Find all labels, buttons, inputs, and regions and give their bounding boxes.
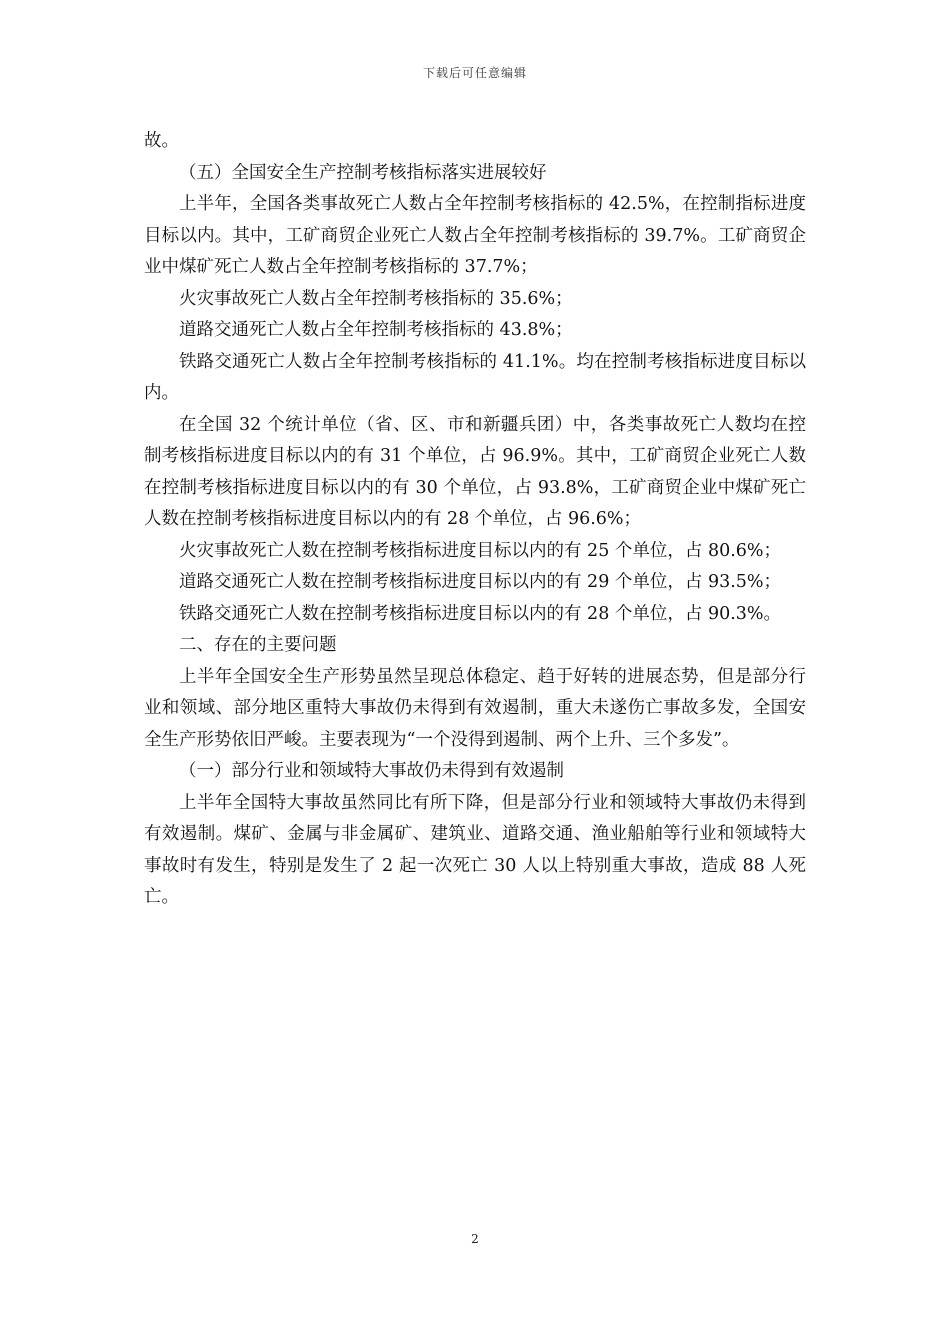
paragraph: 上半年，全国各类事故死亡人数占全年控制考核指标的 42.5%，在控制指标进度目标以内。其中，工矿商贸企业死亡人数占全年控制考核指标的 39.7%。工矿商贸企业中煤矿死亡人数占全年控制考核指标的 37.7%； bbox=[144, 194, 806, 277]
paragraph: 铁路交通死亡人数在控制考核指标进度目标以内的有 28 个单位，占 90.3%。 bbox=[179, 603, 782, 624]
paragraph: 火灾事故死亡人数占全年控制考核指标的 35.6%； bbox=[179, 288, 573, 309]
paragraph: 上半年全国特大事故虽然同比有所下降，但是部分行业和领域特大事故仍未得到有效遏制。煤矿、金属与非金属矿、建筑业、道路交通、渔业船舶等行业和领域特大事故时有发生，特别是发生了 2 起一次死亡 30 人以上特别重大事故，造成 88 人死亡。 bbox=[144, 792, 806, 907]
paragraph: 火灾事故死亡人数在控制考核指标进度目标以内的有 25 个单位，占 80.6%； bbox=[179, 540, 782, 561]
paragraph-continuation: 故。 bbox=[144, 131, 179, 151]
paragraph: 道路交通死亡人数在控制考核指标进度目标以内的有 29 个单位，占 93.5%； bbox=[179, 572, 782, 592]
paragraph: 在全国 32 个统计单位（省、区、市和新疆兵团）中，各类事故死亡人数均在控制考核指标进度目标以内的有 31 个单位，占 96.9%。其中，工矿商贸企业死亡人数在控制考核指标进度目标以内的有 30 个单位，占 93.8%，工矿商贸企业中煤矿死亡人数在控制考核指标进度目标以内的有 28 个单位，占 96.6%； bbox=[144, 414, 806, 529]
paragraph: 上半年全国安全生产形势虽然呈现总体稳定、趋于好转的进展态势，但是部分行业和领域、部分地区重特大事故仍未得到有效遏制，重大未遂伤亡事故多发，全国安全生产形势依旧严峻。主要表现为“一个没得到遏制、两个上升、三个多发”。 bbox=[144, 666, 806, 750]
subsection-heading-one: （一）部分行业和领域特大事故仍未得到有效遏制 bbox=[179, 761, 564, 781]
paragraph: 铁路交通死亡人数占全年控制考核指标的 41.1%。均在控制考核指标进度目标以内。 bbox=[144, 351, 806, 403]
paragraph: 道路交通死亡人数占全年控制考核指标的 43.8%； bbox=[179, 320, 573, 340]
document-body bbox=[144, 126, 806, 914]
page-number: 2 bbox=[471, 1232, 479, 1246]
section-heading-two: 二、存在的主要问题 bbox=[179, 635, 337, 655]
page-header: 下载后可任意编辑 bbox=[422, 66, 527, 80]
section-heading-five: （五）全国安全生产控制考核指标落实进展较好 bbox=[179, 162, 547, 183]
